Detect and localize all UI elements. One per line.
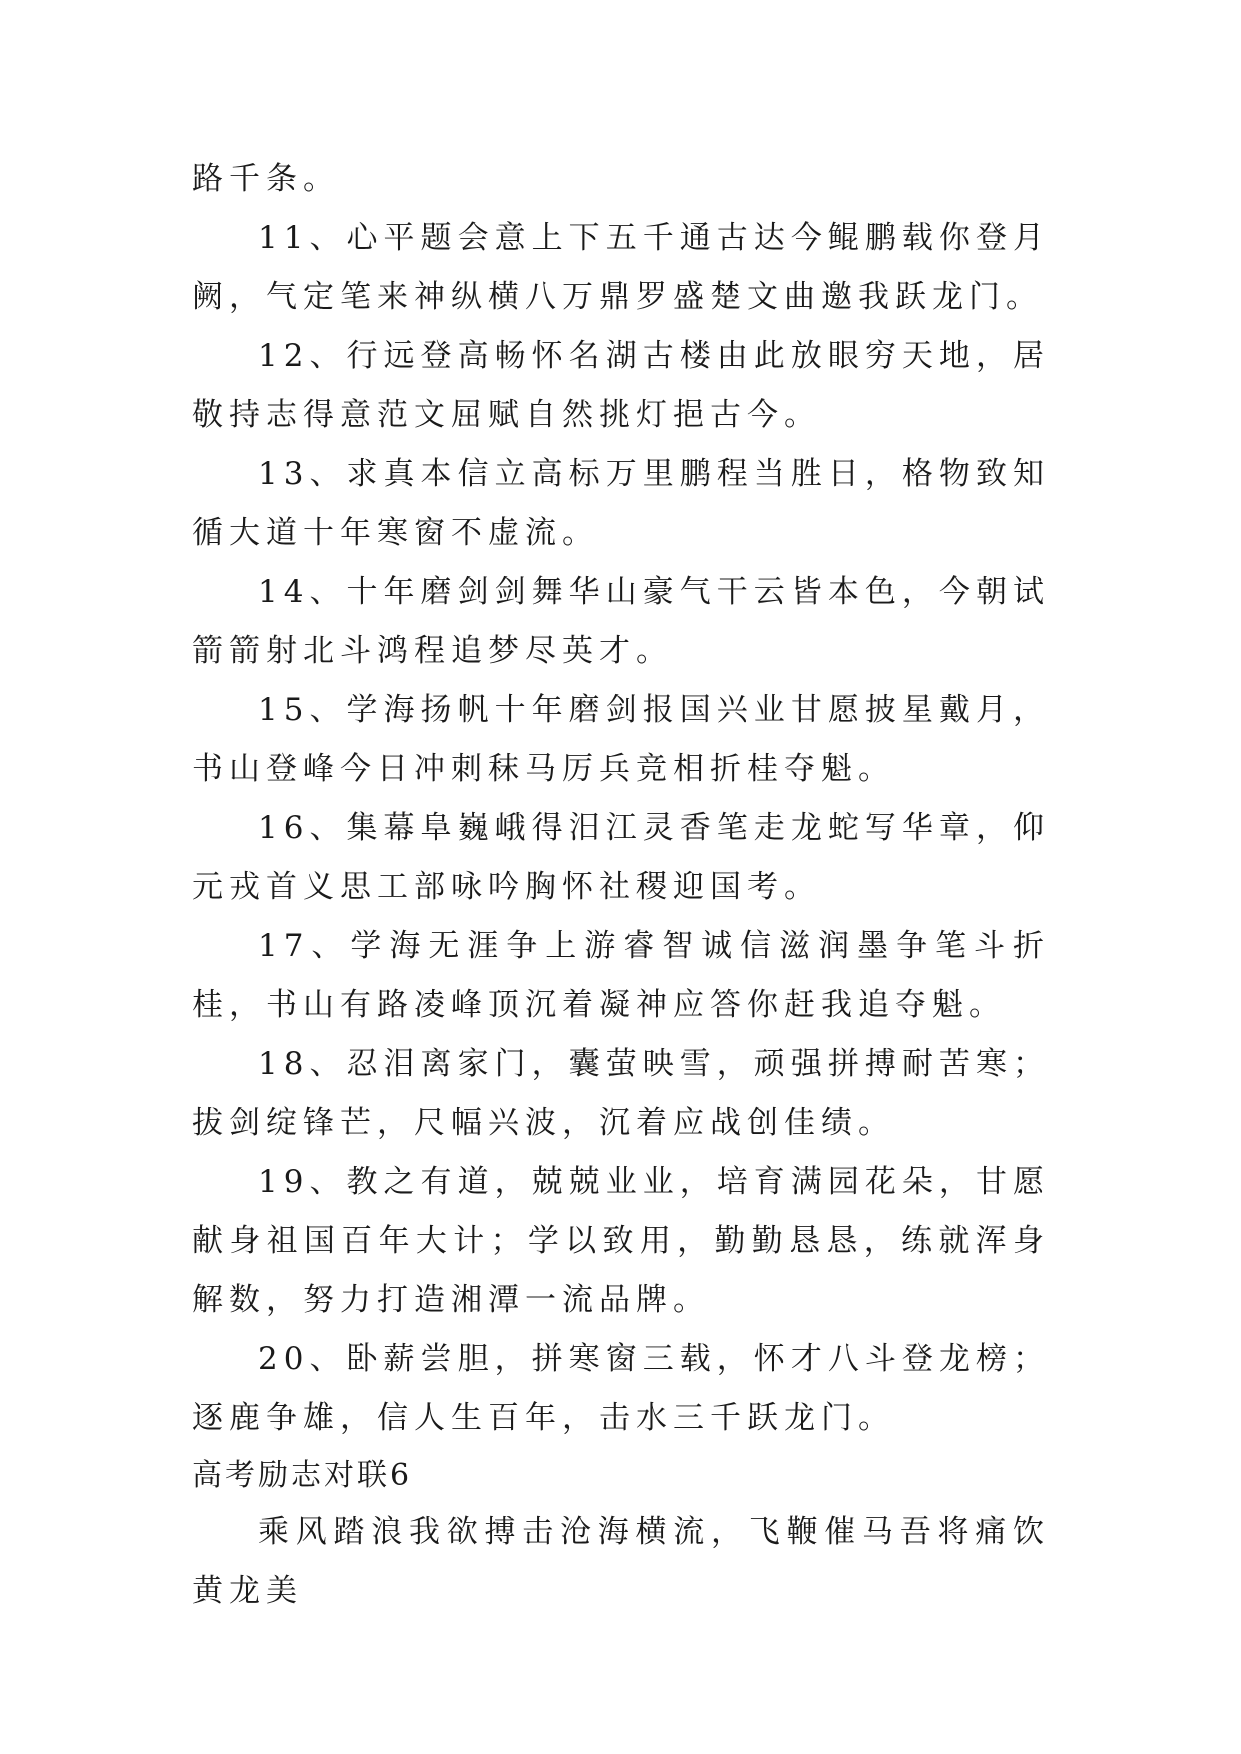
couplet-item-18: 18、忍泪离家门，囊萤映雪，顽强拼搏耐苦寒；拔剑绽锋芒，尺幅兴波，沉着应战创佳绩。 bbox=[192, 1046, 1050, 1141]
couplet-item-12: 12、行远登高畅怀名湖古楼由此放眼穷天地，居敬持志得意范文屈赋自然挑灯挹古今。 bbox=[192, 338, 1050, 433]
document-page bbox=[192, 150, 1050, 1621]
section-heading: 高考励志对联6 bbox=[192, 1458, 413, 1493]
continuation-text: 路千条。 bbox=[192, 161, 340, 197]
section-first-paragraph: 乘风踏浪我欲搏击沧海横流，飞鞭催马吾将痛饮黄龙美 bbox=[192, 1514, 1050, 1609]
couplet-item-16: 16、集幕阜巍峨得汨江灵香笔走龙蛇写华章，仰元戎首义思工部咏吟胸怀社稷迎国考。 bbox=[192, 810, 1050, 905]
couplet-item-19: 19、教之有道，兢兢业业，培育满园花朵，甘愿献身祖国百年大计；学以致用，勤勤恳恳，练就浑身解数，努力打造湘潭一流品牌。 bbox=[192, 1164, 1050, 1318]
couplet-item-14: 14、十年磨剑剑舞华山豪气干云皆本色，今朝试箭箭射北斗鸿程追梦尽英才。 bbox=[192, 574, 1050, 669]
couplet-item-13: 13、求真本信立高标万里鹏程当胜日，格物致知循大道十年寒窗不虚流。 bbox=[192, 456, 1050, 551]
couplet-item-15: 15、学海扬帆十年磨剑报国兴业甘愿披星戴月，书山登峰今日冲刺秣马厉兵竞相折桂夺魁。 bbox=[192, 692, 1050, 787]
couplet-item-17: 17、学海无涯争上游睿智诚信滋润墨争笔斗折桂，书山有路凌峰顶沉着凝神应答你赶我追夺魁。 bbox=[192, 928, 1050, 1023]
couplet-item-11: 11、心平题会意上下五千通古达今鲲鹏载你登月阙，气定笔来神纵横八万鼎罗盛楚文曲邀我跃龙门。 bbox=[192, 220, 1050, 315]
couplet-item-20: 20、卧薪尝胆，拼寒窗三载，怀才八斗登龙榜；逐鹿争雄，信人生百年，击水三千跃龙门。 bbox=[192, 1341, 1050, 1436]
